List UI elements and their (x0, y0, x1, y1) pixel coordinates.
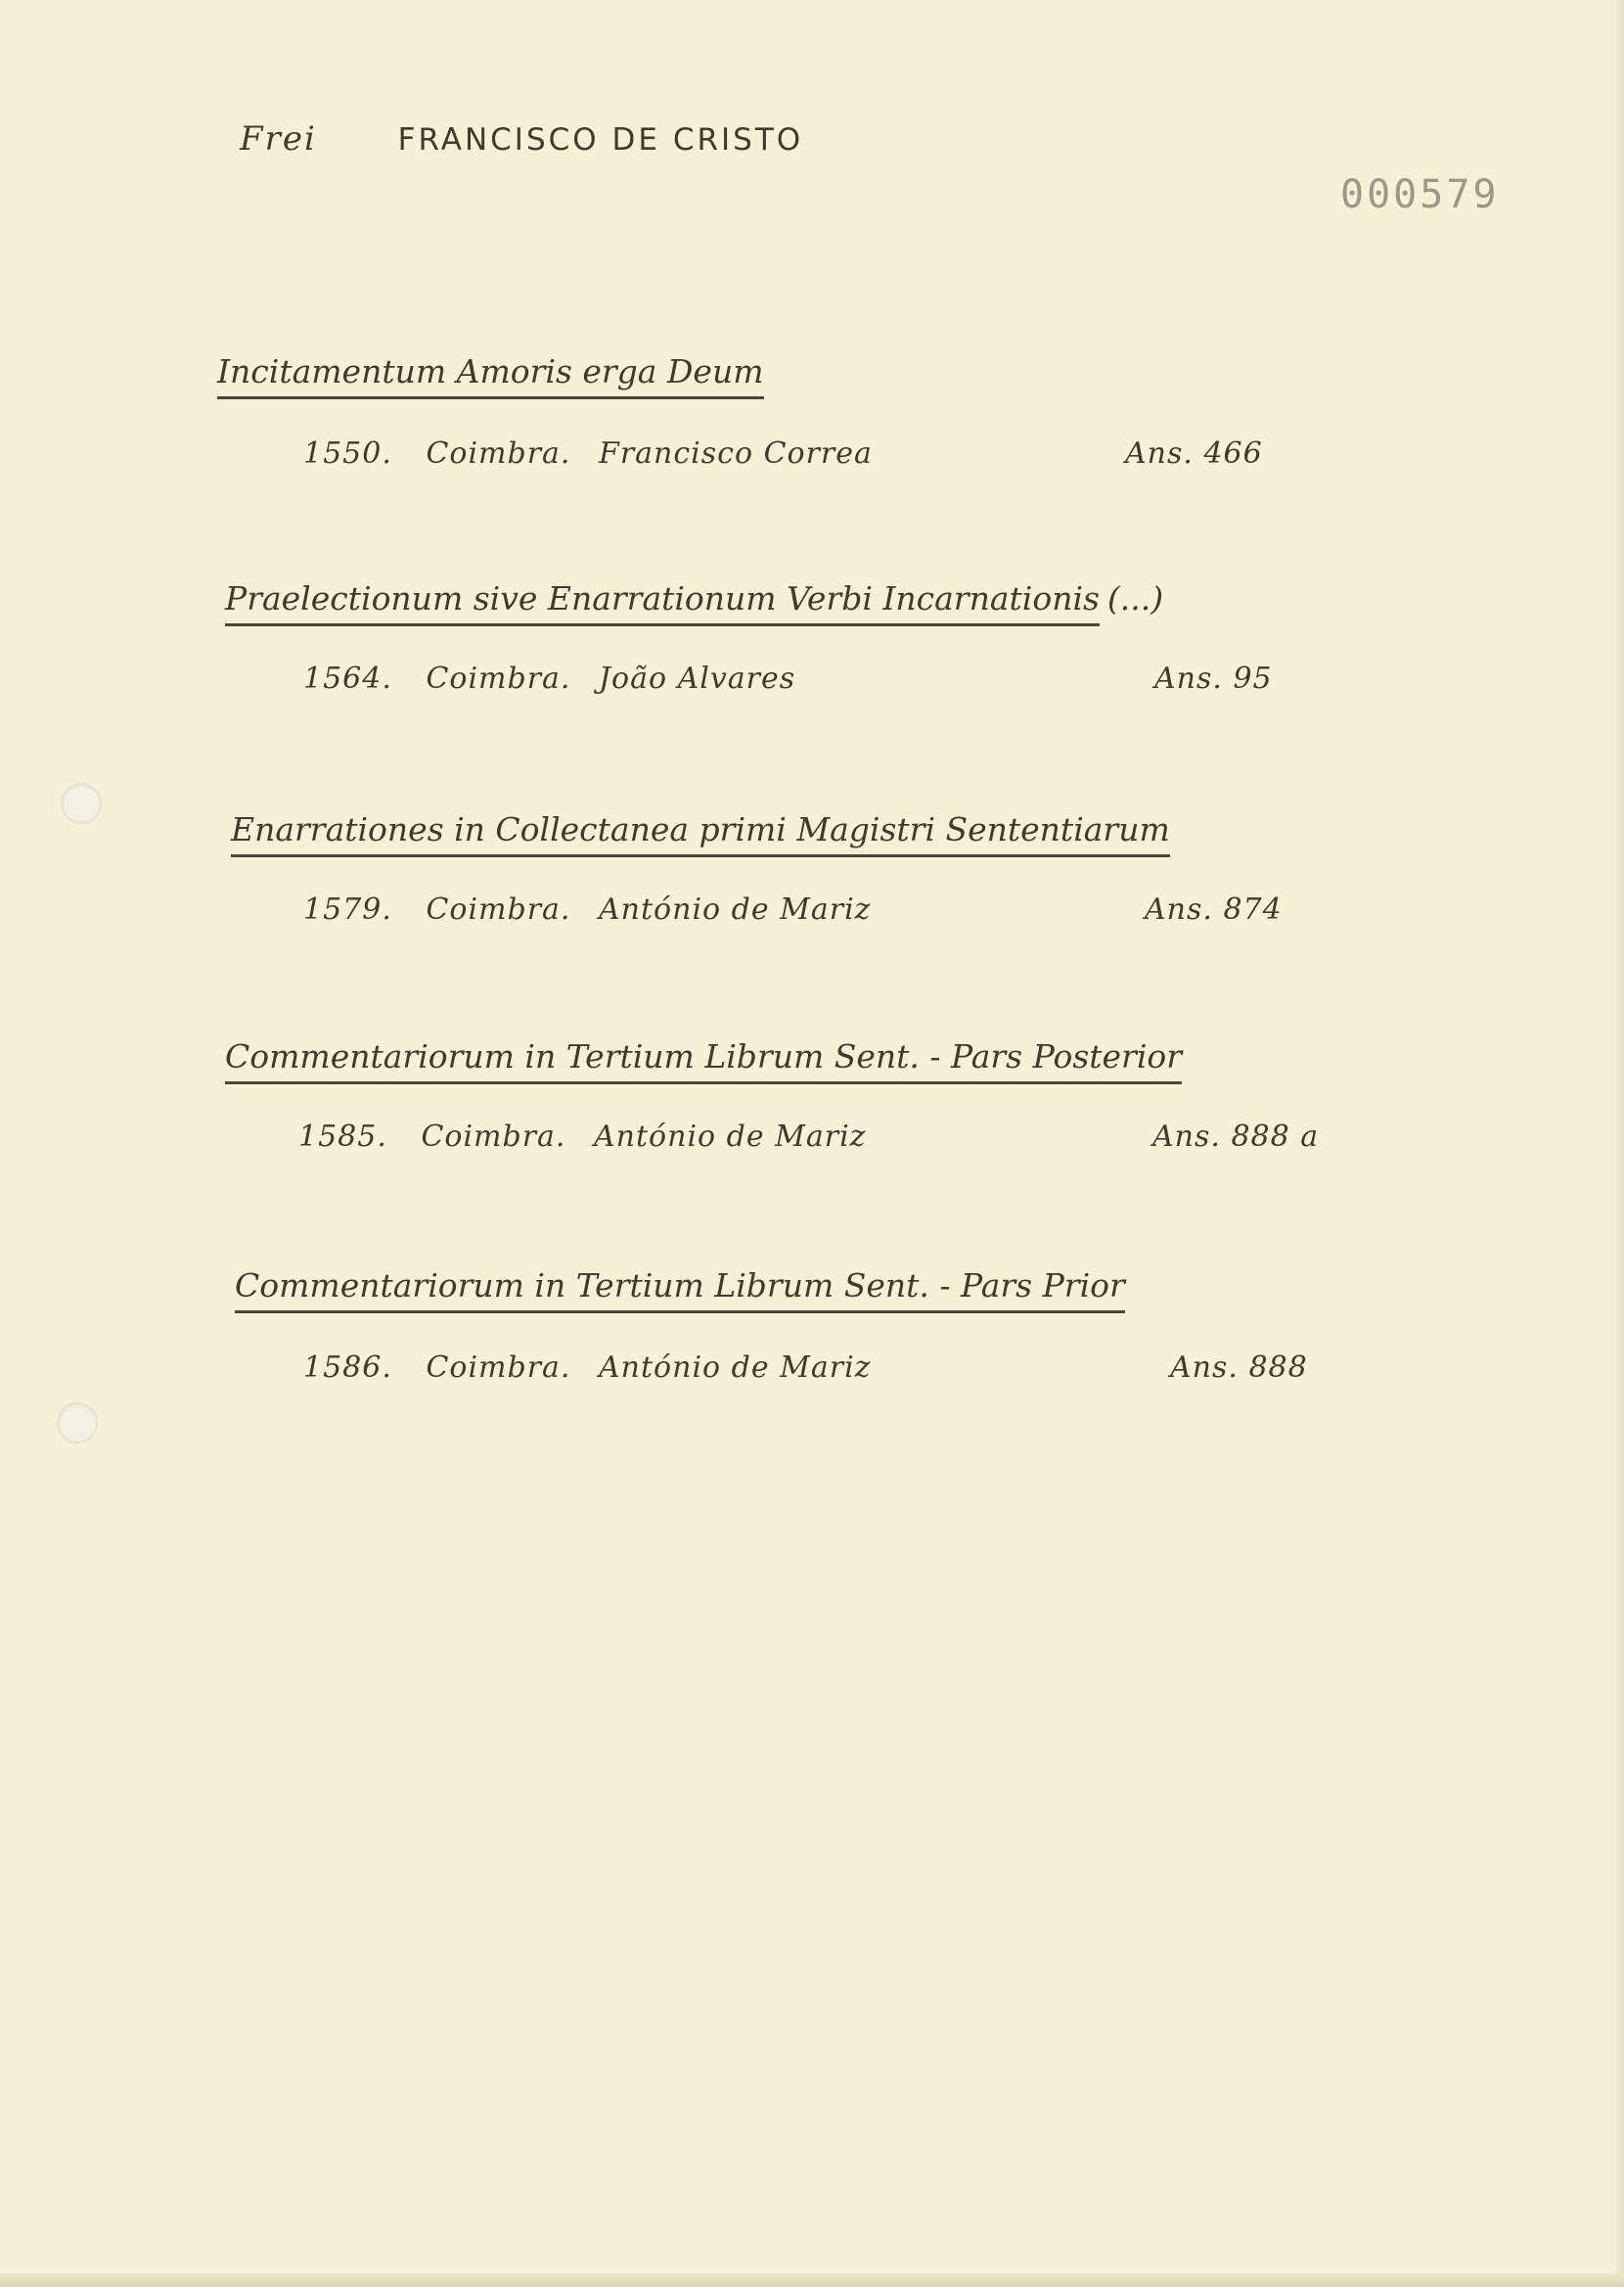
entry-printer: António de Mariz (599, 892, 872, 927)
entry-title-text: Enarrationes in Collectanea primi Magistri Sententiarum (231, 810, 1170, 857)
entry-place: Coimbra. (426, 436, 571, 471)
entry-year: 1585. (298, 1120, 387, 1154)
entry-shelfmark-1: Ans. 466 (1125, 436, 1263, 471)
catalog-number-stamp: 000579 (1340, 172, 1500, 217)
entry-place: Coimbra. (421, 1120, 566, 1154)
author-prefix: Frei (240, 119, 317, 159)
entry-title-3 (231, 810, 1170, 857)
entry-year: 1579. (303, 892, 392, 927)
entry-shelfmark-2: Ans. 95 (1154, 662, 1273, 696)
entry-title-ellipsis: (...) (1106, 579, 1164, 617)
entry-title-text: Incitamentum Amoris erga Deum (217, 352, 764, 399)
entry-printer: Francisco Correa (599, 436, 873, 471)
entry-year: 1564. (303, 662, 392, 696)
entry-title-5 (235, 1266, 1125, 1313)
entry-title-text: Commentariorum in Tertium Librum Sent. - Pars Posterior (225, 1037, 1182, 1084)
entry-shelfmark-5: Ans. 888 (1170, 1350, 1308, 1385)
entry-imprint-5 (303, 1350, 871, 1385)
entry-title-4 (225, 1037, 1182, 1084)
entry-year: 1550. (303, 436, 392, 471)
entry-place: Coimbra. (426, 892, 571, 927)
entry-imprint-3 (303, 892, 871, 927)
paper-edge-right (1616, 0, 1624, 2287)
entry-imprint-1 (303, 436, 873, 471)
entry-title-text: Praelectionum sive Enarrationum Verbi Incarnationis (225, 579, 1100, 626)
entry-place: Coimbra. (426, 662, 571, 696)
entry-imprint-4 (298, 1120, 866, 1154)
entry-year: 1586. (303, 1350, 392, 1385)
entry-imprint-2 (303, 662, 795, 696)
paper-edge-bottom (0, 2273, 1624, 2287)
author-name: FRANCISCO DE CRISTO (397, 122, 804, 158)
punch-hole-lower (57, 1402, 98, 1443)
entry-printer: António de Mariz (599, 1350, 872, 1385)
entry-printer: João Alvares (599, 662, 796, 696)
entry-shelfmark-3: Ans. 874 (1145, 892, 1283, 927)
punch-hole-upper (61, 783, 102, 824)
card-header (240, 119, 803, 159)
entry-place: Coimbra. (426, 1350, 571, 1385)
entry-shelfmark-4: Ans. 888 a (1152, 1120, 1320, 1154)
entry-printer: António de Mariz (594, 1120, 867, 1154)
entry-title-text: Commentariorum in Tertium Librum Sent. - Pars Prior (235, 1266, 1125, 1313)
entry-title-1 (217, 352, 764, 399)
entry-title-2 (225, 579, 1163, 626)
